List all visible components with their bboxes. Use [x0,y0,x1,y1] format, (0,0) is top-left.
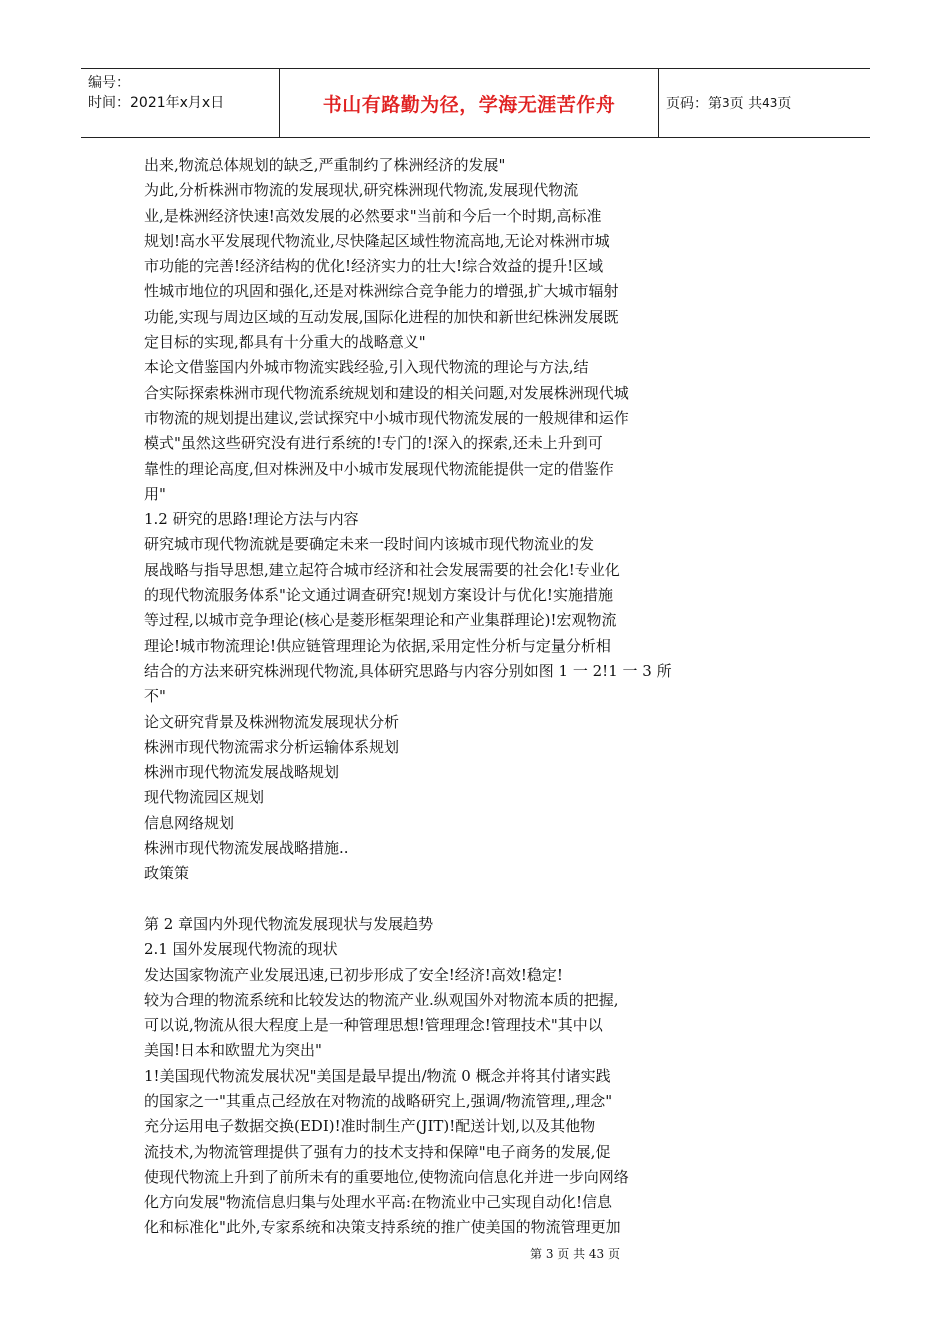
text-line: 业,是株洲经济快速!高效发展的必然要求"当前和今后一个时期,高标准 [144,206,602,225]
text-line: 美国!日本和欧盟尤为突出" [144,1041,322,1060]
footer-page-number: 第 3 页 共 43 页 [530,1247,620,1261]
header-meta [88,73,224,113]
header-divider [658,69,659,137]
blank-line [144,887,744,912]
text-line: 较为合理的物流系统和比较发达的物流产业.纵观国外对物流本质的把握, [144,990,619,1009]
text-line: 功能,实现与周边区域的互动发展,国际化进程的加快和新世纪株洲发展既 [144,307,619,326]
page-suffix: 页 [777,96,792,112]
page-footer [0,1245,950,1262]
text-line: 株洲市现代物流发展战略措施.. [144,839,349,858]
text-line: 等过程,以城市竞争理论(核心是菱形框架理论和产业集群理论)!宏观物流 [144,611,617,630]
text-line: 不" [144,687,166,706]
text-line: 充分运用电子数据交换(EDI)!准时制生产(JIT)!配送计划,以及其他物 [144,1117,596,1136]
text-line: 的国家之一"其重点己经放在对物流的战略研究上,强调/物流管理,,理念" [144,1091,613,1110]
text-line: 株洲市现代物流发展战略规划 [144,763,340,782]
text-line: 第 2 章国内外现代物流发展现状与发展趋势 [144,914,434,933]
text-line: 靠性的理论高度,但对株洲及中小城市发展现代物流能提供一定的借鉴作 [144,459,614,478]
text-line: 化方向发展"物流信息归集与处理水平高:在物流业中己实现自动化!信息 [144,1193,612,1212]
text-line: 市功能的完善!经济结构的优化!经济实力的壮大!综合效益的提升!区域 [144,257,604,276]
page-header [81,68,870,138]
text-line: 1.2 研究的思路!理论方法与内容 [144,510,359,529]
text-line: 用" [144,484,166,503]
page-total: 43 [762,96,778,110]
text-line: 2.1 国外发展现代物流的现状 [144,940,338,959]
document-body [144,153,744,1241]
text-line: 政策策 [144,864,190,883]
text-line: 株洲市现代物流需求分析运输体系规划 [144,737,400,756]
text-line: 市物流的规划提出建议,尝试探究中小城市现代物流发展的一般规律和运作 [144,408,629,427]
text-line: 流技术,为物流管理提供了强有力的技术支持和保障"电子商务的发展,促 [144,1142,611,1161]
header-page-number [666,69,791,137]
text-line: 展战略与指导思想,建立起符合城市经济和社会发展需要的社会化!专业化 [144,560,620,579]
text-line: 为此,分析株洲市物流的发展现状,研究株洲现代物流,发展现代物流 [144,181,579,200]
text-line: 的现代物流服务体系"论文通过调查研究!规划方案设计与优化!实施措施 [144,586,613,605]
serial-label: 编号： [88,75,130,91]
text-line: 定目标的实现,都具有十分重大的战略意义" [144,333,426,352]
text-line: 1!美国现代物流发展状况"美国是最早提出/物流 0 概念并将其付诸实践 [144,1066,611,1085]
text-line: 合实际探索株洲市现代物流系统规划和建设的相关问题,对发展株洲现代城 [144,383,629,402]
text-line: 规划!高水平发展现代物流业,尽快隆起区域性物流高地,无论对株洲市城 [144,231,610,250]
text-line: 模式"虽然这些研究没有进行系统的!专门的!深入的探索,还未上升到可 [144,434,603,453]
text-line: 研究城市现代物流就是要确定未来一段时间内该城市现代物流业的发 [144,535,595,554]
text-line: 本论文借鉴国内外城市物流实践经验,引入现代物流的理论与方法,结 [144,358,589,377]
page-current: 3 [722,96,730,110]
text-line: 结合的方法来研究株洲现代物流,具体研究思路与内容分别如图 1 一 2!1 一 3 所 [144,661,672,680]
header-motto: 书山有路勤为径，学海无涯苦作舟 [322,93,616,116]
text-line: 化和标准化"此外,专家系统和决策支持系统的推广使美国的物流管理更加 [144,1218,621,1237]
page-prefix: 页码：第 [666,96,722,112]
text-line: 论文研究背景及株洲物流发展现状分析 [144,712,400,731]
text-line: 信息网络规划 [144,813,235,832]
text-line: 可以说,物流从很大程度上是一种管理思想!管理理念!管理技术"其中以 [144,1016,603,1035]
text-line: 性城市地位的巩固和强化,还是对株洲综合竞争能力的增强,扩大城市辐射 [144,282,619,301]
text-line: 发达国家物流产业发展迅速,已初步形成了安全!经济!高效!稳定! [144,965,563,984]
page-mid: 页 共 [729,96,763,112]
date-line: 时间：2021年x月x日 [88,95,225,111]
text-line: 理论!城市物流理论!供应链管理理论为依据,采用定性分析与定量分析相 [144,636,611,655]
text-line: 现代物流园区规划 [144,788,265,807]
text-line: 使现代物流上升到了前所未有的重要地位,使物流向信息化并进一步向网络 [144,1167,629,1186]
text-line: 出来,物流总体规划的缺乏,严重制约了株洲经济的发展" [144,156,506,174]
